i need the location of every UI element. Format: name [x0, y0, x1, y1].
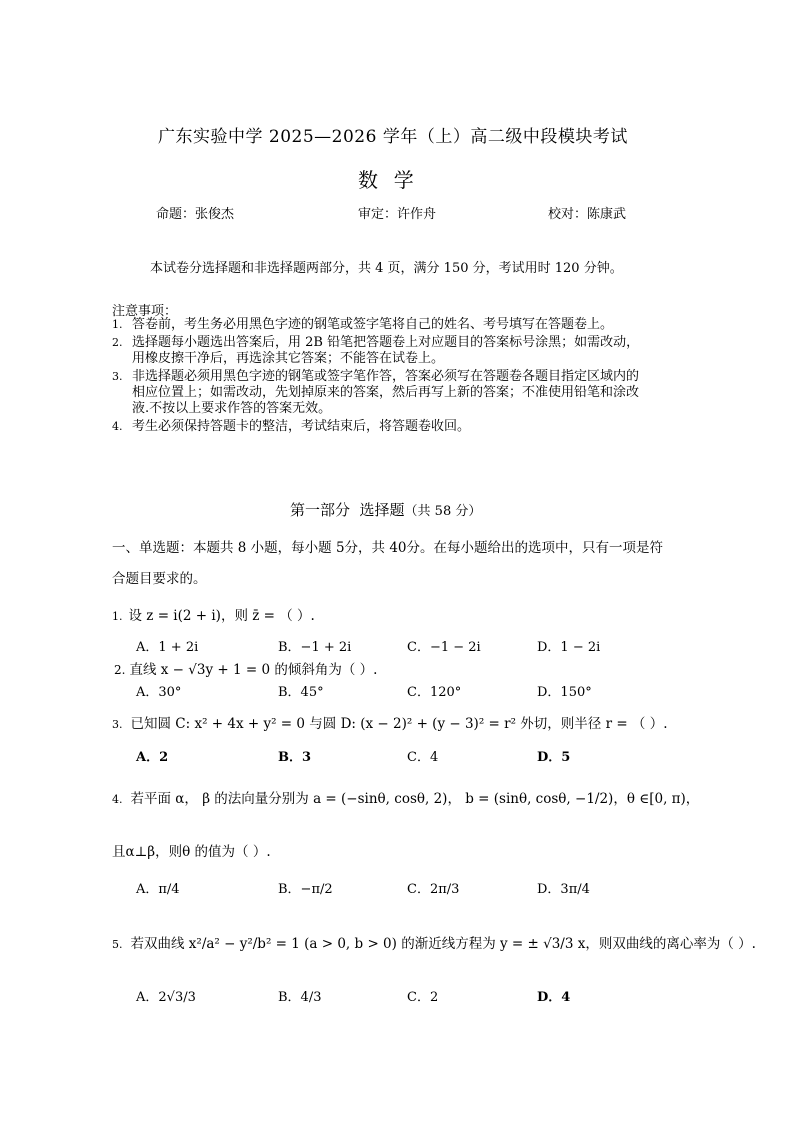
part1-instruction: 一、单选题：本题共 8 小题，每小题 5分，共 40分。在每小题给出的选项中，只有一项是符 [112, 540, 664, 556]
note-number: 1. [112, 318, 123, 331]
note-item [112, 419, 712, 435]
question-1 [112, 604, 315, 624]
note-item [112, 317, 712, 333]
question-5 [112, 932, 756, 952]
q1-option-d: D．1 − 2i [537, 640, 601, 655]
question-stem: 已知圆 C: x² + 4x + y² = 0 与圆 D: (x − 2)² + (y − 3)² = r² 外切，则半径 r = （ ）. [130, 716, 668, 732]
q2-option-b: B．45° [278, 685, 324, 700]
q4-option-a: A．π/4 [136, 882, 180, 897]
part1-heading-suffix: （共 58 分） [404, 504, 482, 519]
q5-option-d: D．4 [537, 990, 571, 1005]
q4-option-c: C．2π/3 [407, 882, 460, 897]
notes-heading: 注意事项： [112, 304, 178, 319]
notes-list [112, 317, 712, 435]
note-item [112, 369, 712, 385]
question-number: 4. [112, 793, 123, 806]
q4-option-d: D．3π/4 [537, 882, 590, 897]
question-stem: 直线 x − √3y + 1 = 0 的倾斜角为（ ）. [129, 662, 378, 678]
q1-option-b: B．−1 + 2i [278, 640, 352, 655]
note-text: 考生必须保持答题卡的整洁，考试结束后，将答题卷收回。 [132, 419, 471, 434]
q1-option-c: C．−1 − 2i [407, 640, 481, 655]
question-4-cont: 且α⊥β，则θ 的值为（ ）. [112, 844, 271, 860]
q5-option-b: B．4/3 [278, 990, 322, 1005]
note-item [112, 335, 712, 351]
exam-title: 广东实验中学 2025—2026 学年（上）高二级中段模块考试 [158, 127, 628, 147]
note-number: 4. [112, 420, 123, 433]
note-number: 2. [112, 336, 123, 349]
note-text: 选择题每小题选出答案后，用 2B 铅笔把答题卷上对应题目的答案标号涂黑；如需改动， [132, 335, 640, 350]
subject-title: 数 学 [358, 168, 415, 192]
note-text: 液.不按以上要求作答的答案无效。 [132, 401, 332, 416]
question-4 [112, 787, 699, 807]
q3-option-c: C．4 [407, 750, 439, 765]
part1-heading [290, 499, 481, 520]
part1-heading-text: 第一部分 选择题 [290, 501, 405, 519]
q2-option-a: A．30° [136, 685, 182, 700]
note-text: 相应位置上；如需改动，先划掉原来的答案，然后再写上新的答案；不准使用铅笔和涂改 [132, 385, 640, 400]
author-label: 命题：张俊杰 [156, 207, 235, 222]
proofreader-label: 校对：陈康武 [548, 207, 627, 222]
question-number: 3. [112, 718, 123, 731]
q1-option-a: A．1 + 2i [136, 640, 199, 655]
question-number: 5. [112, 938, 123, 951]
q4-option-b: B．−π/2 [278, 882, 333, 897]
q3-option-a: A．2 [136, 750, 169, 765]
question-3 [112, 712, 668, 732]
note-text: 答卷前，考生务必用黑色字迹的钢笔或签字笔将自己的姓名、考号填写在答题卷上。 [132, 317, 614, 332]
q5-option-a: A．2√3/3 [136, 990, 196, 1005]
question-number: 1. [112, 610, 123, 623]
question-2 [114, 658, 377, 678]
question-stem: 若双曲线 x²/a² − y²/b² = 1 (a > 0, b > 0) 的渐近线方程为 y = ± √3/3 x，则双曲线的离心率为（ ）. [130, 936, 756, 952]
q2-option-c: C．120° [407, 685, 462, 700]
question-number: 2. [114, 663, 126, 677]
reviewer-label: 审定：许作舟 [358, 207, 437, 222]
question-stem: 设 z = i(2 + i)，则 z̄ = （ ）. [128, 608, 315, 624]
note-text: 非选择题必须用黑色字迹的钢笔或签字笔作答，答案必须写在答题卷各题目指定区域内的 [132, 369, 640, 384]
q3-option-b: B．3 [278, 750, 312, 765]
q3-option-d: D．5 [537, 750, 571, 765]
question-stem: 若平面 α， β 的法向量分别为 a = (−sinθ, cosθ, 2)， b = (sinθ, cosθ, −1/2)，θ ∈[0, π)， [130, 791, 700, 807]
q5-option-c: C．2 [407, 990, 439, 1005]
q2-option-d: D．150° [537, 685, 592, 700]
note-number: 3. [112, 370, 123, 383]
note-text: 用橡皮擦干净后，再选涂其它答案；不能答在试卷上。 [132, 351, 445, 366]
exam-summary: 本试卷分选择题和非选择题两部分，共 4 页，满分 150 分，考试用时 120 分钟。 [150, 261, 623, 276]
part1-instruction-cont: 合题目要求的。 [112, 571, 207, 587]
